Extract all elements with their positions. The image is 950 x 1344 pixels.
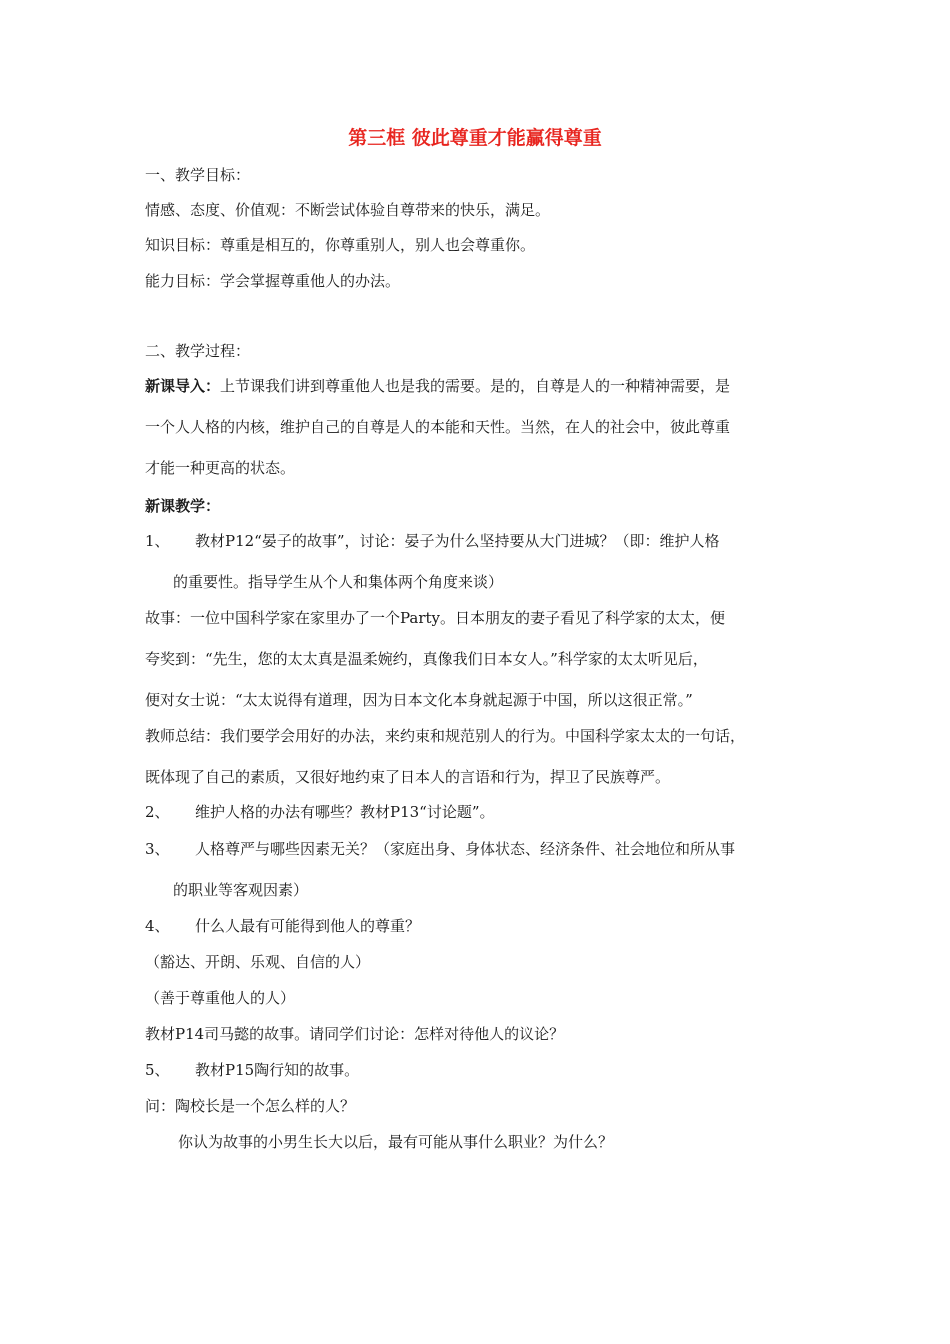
item-2 — [145, 802, 495, 822]
item-5 — [145, 1060, 359, 1080]
item-number: 4、 — [145, 917, 170, 935]
item-text: 教材P15陶行知的故事。 — [195, 1061, 360, 1079]
summary-line-2: 既体现了自己的素质，又很好地约束了日本人的言语和行为，捍卫了民族尊严。 — [145, 768, 671, 786]
item-number: 5、 — [145, 1061, 170, 1079]
intro-label: 新课导入： — [145, 377, 221, 395]
goal-ability: 能力目标：学会掌握尊重他人的办法。 — [145, 272, 401, 290]
item-1 — [145, 531, 720, 551]
story-line-2: 夸奖到：“先生，您的太太真是温柔婉约，真像我们日本女人。”科学家的太太听见后， — [145, 650, 708, 668]
item-1-continued: 的重要性。指导学生从个人和集体两个角度来谈） — [173, 573, 504, 591]
intro-text: 上节课我们讲到尊重他人也是我的需要。是的，自尊是人的一种精神需要，是 — [220, 377, 731, 395]
item-4 — [145, 916, 420, 936]
answer-4-2: （善于尊重他人的人） — [145, 989, 296, 1007]
teaching-label: 新课教学： — [145, 497, 221, 515]
goal-emotion: 情感、态度、价值观：不断尝试体验自尊带来的快乐，满足。 — [145, 201, 551, 219]
item-number: 2、 — [145, 803, 170, 821]
item-text: 什么人最有可能得到他人的尊重？ — [195, 917, 421, 935]
page-title: 第三框 彼此尊重才能赢得尊重 — [348, 127, 602, 149]
goals-heading: 一、教学目标： — [145, 166, 251, 184]
item-number: 1、 — [145, 532, 170, 550]
story-line-3: 便对女士说：“太太说得有道理，因为日本文化本身就起源于中国，所以这很正常。” — [145, 691, 693, 709]
item-3-continued: 的职业等客观因素） — [173, 881, 309, 899]
item-text: 教材P12“晏子的故事”，讨论：晏子为什么坚持要从大门进城？（即：维护人格 — [195, 532, 720, 550]
intro-paragraph-line-3: 才能一种更高的状态。 — [145, 459, 296, 477]
item-3 — [145, 839, 735, 859]
intro-paragraph-line-1 — [145, 376, 730, 396]
goal-knowledge: 知识目标：尊重是相互的，你尊重别人，别人也会尊重你。 — [145, 236, 536, 254]
question-5-2: 你认为故事的小男生长大以后，最有可能从事什么职业？为什么？ — [178, 1133, 614, 1151]
item-number: 3、 — [145, 840, 170, 858]
item-text: 维护人格的办法有哪些？教材P13“讨论题”。 — [195, 803, 495, 821]
summary-line-1: 教师总结：我们要学会用好的办法，来约束和规范别人的行为。中国科学家太太的一句话， — [145, 727, 746, 745]
process-heading: 二、教学过程： — [145, 342, 251, 360]
answer-4-1: （豁达、开朗、乐观、自信的人） — [145, 953, 371, 971]
item-text: 人格尊严与哪些因素无关？（家庭出身、身体状态、经济条件、社会地位和所从事 — [195, 840, 736, 858]
story-line-1: 故事：一位中国科学家在家里办了一个Party。日本朋友的妻子看见了科学家的太太，便 — [145, 609, 726, 627]
intro-paragraph-line-2: 一个人人格的内核，维护自己的自尊是人的本能和天性。当然，在人的社会中，彼此尊重 — [145, 418, 731, 436]
question-5-1: 问：陶校长是一个怎么样的人？ — [145, 1097, 356, 1115]
item-4-story: 教材P14司马懿的故事。请同学们讨论：怎样对待他人的议论？ — [145, 1025, 565, 1043]
